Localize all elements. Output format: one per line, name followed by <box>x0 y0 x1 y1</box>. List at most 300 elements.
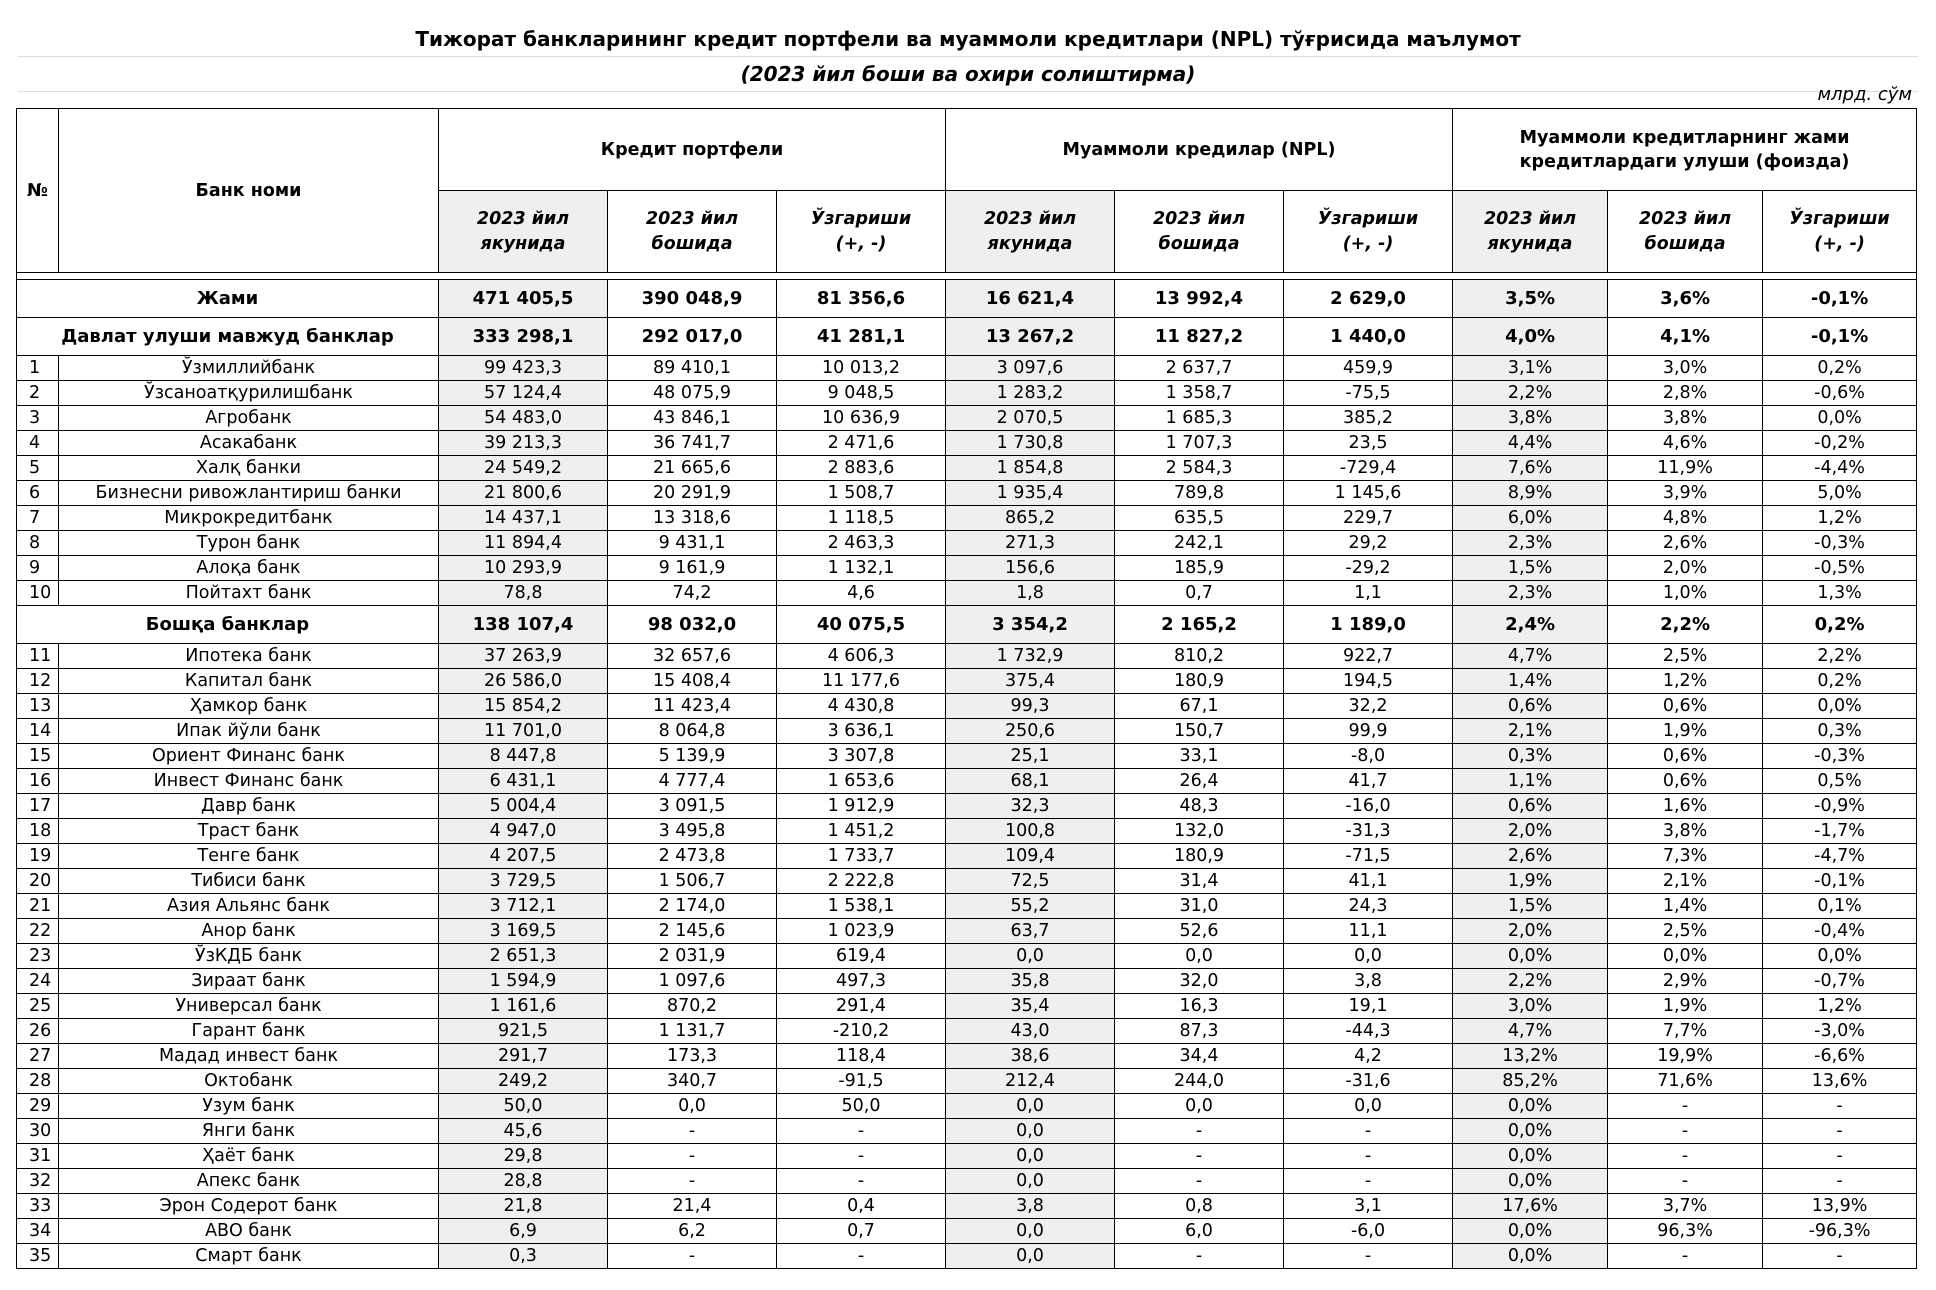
state-banks-row-value: 13 267,2 <box>946 318 1115 356</box>
value-cell: 35,8 <box>946 969 1115 994</box>
value-cell: 865,2 <box>946 506 1115 531</box>
value-cell: 14 437,1 <box>439 506 608 531</box>
value-cell: 13 318,6 <box>608 506 777 531</box>
other-banks-row-value: 3 354,2 <box>946 606 1115 644</box>
value-cell: 250,6 <box>946 719 1115 744</box>
value-cell: - <box>777 1169 946 1194</box>
table-row <box>17 1044 1917 1069</box>
value-cell: 20 291,9 <box>608 481 777 506</box>
value-cell: 2,5% <box>1608 644 1763 669</box>
value-cell: 9 431,1 <box>608 531 777 556</box>
value-cell: - <box>1763 1119 1917 1144</box>
row-number: 34 <box>17 1219 59 1244</box>
value-cell: 63,7 <box>946 919 1115 944</box>
table-row <box>17 1069 1917 1094</box>
total-row-value: -0,1% <box>1763 280 1917 318</box>
value-cell: 1 733,7 <box>777 844 946 869</box>
table-row <box>17 431 1917 456</box>
value-cell: 10 636,9 <box>777 406 946 431</box>
value-cell: - <box>1608 1119 1763 1144</box>
value-cell: 375,4 <box>946 669 1115 694</box>
table-row <box>17 669 1917 694</box>
table-row <box>17 644 1917 669</box>
value-cell: 249,2 <box>439 1069 608 1094</box>
total-row-value: 3,6% <box>1608 280 1763 318</box>
header-credit-change: Ўзгариши (+, -) <box>777 191 946 273</box>
value-cell: -29,2 <box>1284 556 1453 581</box>
value-cell: - <box>608 1144 777 1169</box>
state-banks-row-label: Давлат улуши мавжуд банклар <box>17 318 439 356</box>
value-cell: 48,3 <box>1115 794 1284 819</box>
value-cell: 99,3 <box>946 694 1115 719</box>
value-cell: -31,3 <box>1284 819 1453 844</box>
value-cell: 5 139,9 <box>608 744 777 769</box>
table-row <box>17 506 1917 531</box>
value-cell: 1 685,3 <box>1115 406 1284 431</box>
other-banks-row-label: Бошқа банклар <box>17 606 439 644</box>
value-cell: - <box>1608 1244 1763 1269</box>
value-cell: 24 549,2 <box>439 456 608 481</box>
value-cell: 54 483,0 <box>439 406 608 431</box>
value-cell: 2,0% <box>1453 819 1608 844</box>
value-cell: 21 800,6 <box>439 481 608 506</box>
bank-name: Халқ банки <box>59 456 439 481</box>
row-number: 13 <box>17 694 59 719</box>
value-cell: 9 161,9 <box>608 556 777 581</box>
state-banks-row-value: -0,1% <box>1763 318 1917 356</box>
value-cell: 24,3 <box>1284 894 1453 919</box>
value-cell: 2,9% <box>1608 969 1763 994</box>
bank-name: Анор банк <box>59 919 439 944</box>
value-cell: 31,0 <box>1115 894 1284 919</box>
value-cell: 2,1% <box>1608 869 1763 894</box>
header-npl-start: 2023 йил бошида <box>1115 191 1284 273</box>
value-cell: 0,3% <box>1763 719 1917 744</box>
value-cell: 1,5% <box>1453 556 1608 581</box>
value-cell: 0,0 <box>1115 1094 1284 1119</box>
value-cell: 2 145,6 <box>608 919 777 944</box>
value-cell: 2 883,6 <box>777 456 946 481</box>
value-cell: 3 712,1 <box>439 894 608 919</box>
value-cell: 2,6% <box>1608 531 1763 556</box>
value-cell: 1 912,9 <box>777 794 946 819</box>
bank-name: Янги банк <box>59 1119 439 1144</box>
value-cell: 1,2% <box>1763 994 1917 1019</box>
value-cell: 1 283,2 <box>946 381 1115 406</box>
other-banks-row-value: 0,2% <box>1763 606 1917 644</box>
value-cell: - <box>608 1169 777 1194</box>
value-cell: 2 651,3 <box>439 944 608 969</box>
value-cell: 340,7 <box>608 1069 777 1094</box>
total-row-value: 2 629,0 <box>1284 280 1453 318</box>
bank-name: Ҳаёт банк <box>59 1144 439 1169</box>
value-cell: 0,0 <box>946 1244 1115 1269</box>
table-row <box>17 719 1917 744</box>
value-cell: 32,3 <box>946 794 1115 819</box>
table-row <box>17 1144 1917 1169</box>
row-number: 15 <box>17 744 59 769</box>
bank-name: Узум банк <box>59 1094 439 1119</box>
value-cell: 32 657,6 <box>608 644 777 669</box>
state-banks-row-value: 41 281,1 <box>777 318 946 356</box>
value-cell: 6,2 <box>608 1219 777 1244</box>
value-cell: 271,3 <box>946 531 1115 556</box>
table-row <box>17 406 1917 431</box>
value-cell: -0,4% <box>1763 919 1917 944</box>
value-cell: 5 004,4 <box>439 794 608 819</box>
value-cell: 0,0% <box>1608 944 1763 969</box>
value-cell: 0,0% <box>1453 944 1608 969</box>
page-title: Тижорат банкларининг кредит портфели ва муаммоли кредитлари (NPL) тўғрисида маълумот <box>18 22 1918 57</box>
value-cell: 870,2 <box>608 994 777 1019</box>
value-cell: 0,0 <box>946 1119 1115 1144</box>
value-cell: 78,8 <box>439 581 608 606</box>
other-banks-row <box>17 606 1917 644</box>
table-row <box>17 869 1917 894</box>
value-cell: 6 431,1 <box>439 769 608 794</box>
value-cell: 4,8% <box>1608 506 1763 531</box>
bank-name: Гарант банк <box>59 1019 439 1044</box>
value-cell: 45,6 <box>439 1119 608 1144</box>
value-cell: - <box>1115 1244 1284 1269</box>
bank-name: Тибиси банк <box>59 869 439 894</box>
table-row <box>17 1094 1917 1119</box>
value-cell: 0,0 <box>946 1094 1115 1119</box>
table-row <box>17 1194 1917 1219</box>
value-cell: 72,5 <box>946 869 1115 894</box>
value-cell: 26 586,0 <box>439 669 608 694</box>
bank-name: Универсал банк <box>59 994 439 1019</box>
bank-name: Ориент Финанс банк <box>59 744 439 769</box>
row-number: 32 <box>17 1169 59 1194</box>
value-cell: 1,9% <box>1608 994 1763 1019</box>
separator-row <box>17 273 1917 280</box>
value-cell: 0,2% <box>1763 356 1917 381</box>
value-cell: 3,0% <box>1608 356 1763 381</box>
value-cell: 1 594,9 <box>439 969 608 994</box>
value-cell: 1 161,6 <box>439 994 608 1019</box>
value-cell: 229,7 <box>1284 506 1453 531</box>
bank-name: Ўзмиллийбанк <box>59 356 439 381</box>
value-cell: 67,1 <box>1115 694 1284 719</box>
value-cell: 1,1 <box>1284 581 1453 606</box>
value-cell: 385,2 <box>1284 406 1453 431</box>
value-cell: 11,1 <box>1284 919 1453 944</box>
table-row <box>17 819 1917 844</box>
value-cell: 1 508,7 <box>777 481 946 506</box>
bank-name: Октобанк <box>59 1069 439 1094</box>
bank-name: Микрокредитбанк <box>59 506 439 531</box>
row-number: 23 <box>17 944 59 969</box>
row-number: 5 <box>17 456 59 481</box>
value-cell: 1,8 <box>946 581 1115 606</box>
value-cell: 5,0% <box>1763 481 1917 506</box>
value-cell: 922,7 <box>1284 644 1453 669</box>
value-cell: 194,5 <box>1284 669 1453 694</box>
value-cell: 0,4 <box>777 1194 946 1219</box>
value-cell: 4,7% <box>1453 644 1608 669</box>
total-row-value: 471 405,5 <box>439 280 608 318</box>
header-credit-start: 2023 йил бошида <box>608 191 777 273</box>
value-cell: 10 293,9 <box>439 556 608 581</box>
value-cell: - <box>1284 1144 1453 1169</box>
value-cell: 11 177,6 <box>777 669 946 694</box>
bank-name: Капитал банк <box>59 669 439 694</box>
value-cell: 1,1% <box>1453 769 1608 794</box>
value-cell: -75,5 <box>1284 381 1453 406</box>
header-row-1 <box>17 109 1917 191</box>
value-cell: -0,7% <box>1763 969 1917 994</box>
value-cell: 118,4 <box>777 1044 946 1069</box>
value-cell: 4,4% <box>1453 431 1608 456</box>
value-cell: 0,0% <box>1763 694 1917 719</box>
bank-name: Мадад инвест банк <box>59 1044 439 1069</box>
value-cell: 25,1 <box>946 744 1115 769</box>
header-number: № <box>17 109 59 273</box>
value-cell: 1,9% <box>1608 719 1763 744</box>
value-cell: 1 854,8 <box>946 456 1115 481</box>
value-cell: 0,0 <box>946 944 1115 969</box>
value-cell: 15 408,4 <box>608 669 777 694</box>
value-cell: 2 070,5 <box>946 406 1115 431</box>
value-cell: 19,9% <box>1608 1044 1763 1069</box>
value-cell: 0,7 <box>777 1219 946 1244</box>
table-row <box>17 381 1917 406</box>
value-cell: -0,3% <box>1763 744 1917 769</box>
value-cell: 21,8 <box>439 1194 608 1219</box>
value-cell: 15 854,2 <box>439 694 608 719</box>
value-cell: 291,7 <box>439 1044 608 1069</box>
value-cell: 3,1% <box>1453 356 1608 381</box>
value-cell: 1,4% <box>1608 894 1763 919</box>
row-number: 27 <box>17 1044 59 1069</box>
value-cell: 2 222,8 <box>777 869 946 894</box>
value-cell: 4 606,3 <box>777 644 946 669</box>
value-cell: 41,7 <box>1284 769 1453 794</box>
value-cell: 1 358,7 <box>1115 381 1284 406</box>
value-cell: -0,5% <box>1763 556 1917 581</box>
value-cell: 6,0 <box>1115 1219 1284 1244</box>
header-npl-change: Ўзгариши (+, -) <box>1284 191 1453 273</box>
table-row <box>17 1244 1917 1269</box>
value-cell: 2 473,8 <box>608 844 777 869</box>
value-cell: -71,5 <box>1284 844 1453 869</box>
value-cell: -0,6% <box>1763 381 1917 406</box>
value-cell: - <box>1608 1169 1763 1194</box>
header-npl-share: Муаммоли кредитларнинг жами кредитлардаги улуши (фоизда) <box>1453 109 1917 191</box>
value-cell: - <box>1608 1144 1763 1169</box>
value-cell: - <box>1284 1169 1453 1194</box>
value-cell: 55,2 <box>946 894 1115 919</box>
value-cell: 1,2% <box>1763 506 1917 531</box>
value-cell: 6,9 <box>439 1219 608 1244</box>
row-number: 8 <box>17 531 59 556</box>
value-cell: 34,4 <box>1115 1044 1284 1069</box>
unit-label: млрд. сўм <box>1817 84 1912 105</box>
value-cell: -8,0 <box>1284 744 1453 769</box>
value-cell: 3,7% <box>1608 1194 1763 1219</box>
value-cell: 32,0 <box>1115 969 1284 994</box>
value-cell: 9 048,5 <box>777 381 946 406</box>
value-cell: 4,6% <box>1608 431 1763 456</box>
value-cell: 1,6% <box>1608 794 1763 819</box>
value-cell: 173,3 <box>608 1044 777 1069</box>
value-cell: 3,8% <box>1608 819 1763 844</box>
value-cell: - <box>1115 1119 1284 1144</box>
row-number: 1 <box>17 356 59 381</box>
value-cell: - <box>1284 1244 1453 1269</box>
value-cell: 0,0 <box>1284 944 1453 969</box>
value-cell: 16,3 <box>1115 994 1284 1019</box>
value-cell: 0,0 <box>1284 1094 1453 1119</box>
value-cell: 39 213,3 <box>439 431 608 456</box>
value-cell: - <box>1763 1169 1917 1194</box>
value-cell: 43,0 <box>946 1019 1115 1044</box>
value-cell: 3,9% <box>1608 481 1763 506</box>
value-cell: 50,0 <box>777 1094 946 1119</box>
value-cell: 3,8 <box>946 1194 1115 1219</box>
row-number: 12 <box>17 669 59 694</box>
table-row <box>17 919 1917 944</box>
table-row <box>17 356 1917 381</box>
state-banks-row-value: 292 017,0 <box>608 318 777 356</box>
value-cell: 3 169,5 <box>439 919 608 944</box>
value-cell: 156,6 <box>946 556 1115 581</box>
value-cell: 1 131,7 <box>608 1019 777 1044</box>
value-cell: 1 506,7 <box>608 869 777 894</box>
value-cell: - <box>1763 1244 1917 1269</box>
bank-name: Траст банк <box>59 819 439 844</box>
value-cell: 1 732,9 <box>946 644 1115 669</box>
table-row <box>17 1169 1917 1194</box>
value-cell: 459,9 <box>1284 356 1453 381</box>
value-cell: 52,6 <box>1115 919 1284 944</box>
bank-name: АВО банк <box>59 1219 439 1244</box>
state-banks-row-value: 11 827,2 <box>1115 318 1284 356</box>
value-cell: 2 471,6 <box>777 431 946 456</box>
value-cell: 2,2% <box>1453 969 1608 994</box>
value-cell: 19,1 <box>1284 994 1453 1019</box>
value-cell: 23,5 <box>1284 431 1453 456</box>
total-row-value: 3,5% <box>1453 280 1608 318</box>
value-cell: 74,2 <box>608 581 777 606</box>
value-cell: 4,6 <box>777 581 946 606</box>
table-row <box>17 1219 1917 1244</box>
value-cell: 1,4% <box>1453 669 1608 694</box>
value-cell: 26,4 <box>1115 769 1284 794</box>
value-cell: 13,6% <box>1763 1069 1917 1094</box>
value-cell: 244,0 <box>1115 1069 1284 1094</box>
bank-name: Эрон Содерот банк <box>59 1194 439 1219</box>
value-cell: -210,2 <box>777 1019 946 1044</box>
row-number: 26 <box>17 1019 59 1044</box>
header-share-end: 2023 йил якунида <box>1453 191 1608 273</box>
value-cell: 33,1 <box>1115 744 1284 769</box>
bank-name: Турон банк <box>59 531 439 556</box>
header-npl-end: 2023 йил якунида <box>946 191 1115 273</box>
bank-name: Ипотека банк <box>59 644 439 669</box>
value-cell: 0,0% <box>1453 1119 1608 1144</box>
value-cell: -4,7% <box>1763 844 1917 869</box>
value-cell: - <box>608 1119 777 1144</box>
value-cell: 29,8 <box>439 1144 608 1169</box>
value-cell: 21,4 <box>608 1194 777 1219</box>
value-cell: 50,0 <box>439 1094 608 1119</box>
value-cell: - <box>1763 1094 1917 1119</box>
value-cell: 4 777,4 <box>608 769 777 794</box>
value-cell: 3 091,5 <box>608 794 777 819</box>
value-cell: 8 447,8 <box>439 744 608 769</box>
value-cell: 2,0% <box>1453 919 1608 944</box>
value-cell: 10 013,2 <box>777 356 946 381</box>
value-cell: 4,2 <box>1284 1044 1453 1069</box>
row-number: 19 <box>17 844 59 869</box>
value-cell: 0,0% <box>1763 406 1917 431</box>
other-banks-row-value: 2,2% <box>1608 606 1763 644</box>
value-cell: 0,0 <box>946 1169 1115 1194</box>
value-cell: -6,0 <box>1284 1219 1453 1244</box>
row-number: 16 <box>17 769 59 794</box>
value-cell: -16,0 <box>1284 794 1453 819</box>
value-cell: 0,5% <box>1763 769 1917 794</box>
row-number: 31 <box>17 1144 59 1169</box>
table-row <box>17 969 1917 994</box>
table-row <box>17 794 1917 819</box>
value-cell: 1 730,8 <box>946 431 1115 456</box>
other-banks-row-value: 138 107,4 <box>439 606 608 644</box>
value-cell: -4,4% <box>1763 456 1917 481</box>
value-cell: 212,4 <box>946 1069 1115 1094</box>
value-cell: 3,1 <box>1284 1194 1453 1219</box>
value-cell: 1,3% <box>1763 581 1917 606</box>
table-row <box>17 844 1917 869</box>
value-cell: 43 846,1 <box>608 406 777 431</box>
value-cell: 635,5 <box>1115 506 1284 531</box>
value-cell: 6,0% <box>1453 506 1608 531</box>
value-cell: 0,0% <box>1763 944 1917 969</box>
bank-name: Ҳамкор банк <box>59 694 439 719</box>
value-cell: 35,4 <box>946 994 1115 1019</box>
row-number: 6 <box>17 481 59 506</box>
value-cell: 0,3% <box>1453 744 1608 769</box>
state-banks-row <box>17 318 1917 356</box>
value-cell: - <box>1284 1119 1453 1144</box>
value-cell: 3 495,8 <box>608 819 777 844</box>
value-cell: 0,2% <box>1763 669 1917 694</box>
header-credit-portfolio: Кредит портфели <box>439 109 946 191</box>
value-cell: 1,9% <box>1453 869 1608 894</box>
value-cell: 3 729,5 <box>439 869 608 894</box>
value-cell: -0,3% <box>1763 531 1917 556</box>
row-number: 10 <box>17 581 59 606</box>
value-cell: 13,9% <box>1763 1194 1917 1219</box>
value-cell: -31,6 <box>1284 1069 1453 1094</box>
table-row <box>17 944 1917 969</box>
value-cell: 1 653,6 <box>777 769 946 794</box>
table-row <box>17 531 1917 556</box>
value-cell: 150,7 <box>1115 719 1284 744</box>
other-banks-row-value: 1 189,0 <box>1284 606 1453 644</box>
value-cell: 1,5% <box>1453 894 1608 919</box>
bank-name: Алоқа банк <box>59 556 439 581</box>
value-cell: 2,6% <box>1453 844 1608 869</box>
other-banks-row-value: 2 165,2 <box>1115 606 1284 644</box>
header-share-start: 2023 йил бошида <box>1608 191 1763 273</box>
table-row <box>17 456 1917 481</box>
value-cell: -44,3 <box>1284 1019 1453 1044</box>
header-credit-end: 2023 йил якунида <box>439 191 608 273</box>
value-cell: 2,8% <box>1608 381 1763 406</box>
